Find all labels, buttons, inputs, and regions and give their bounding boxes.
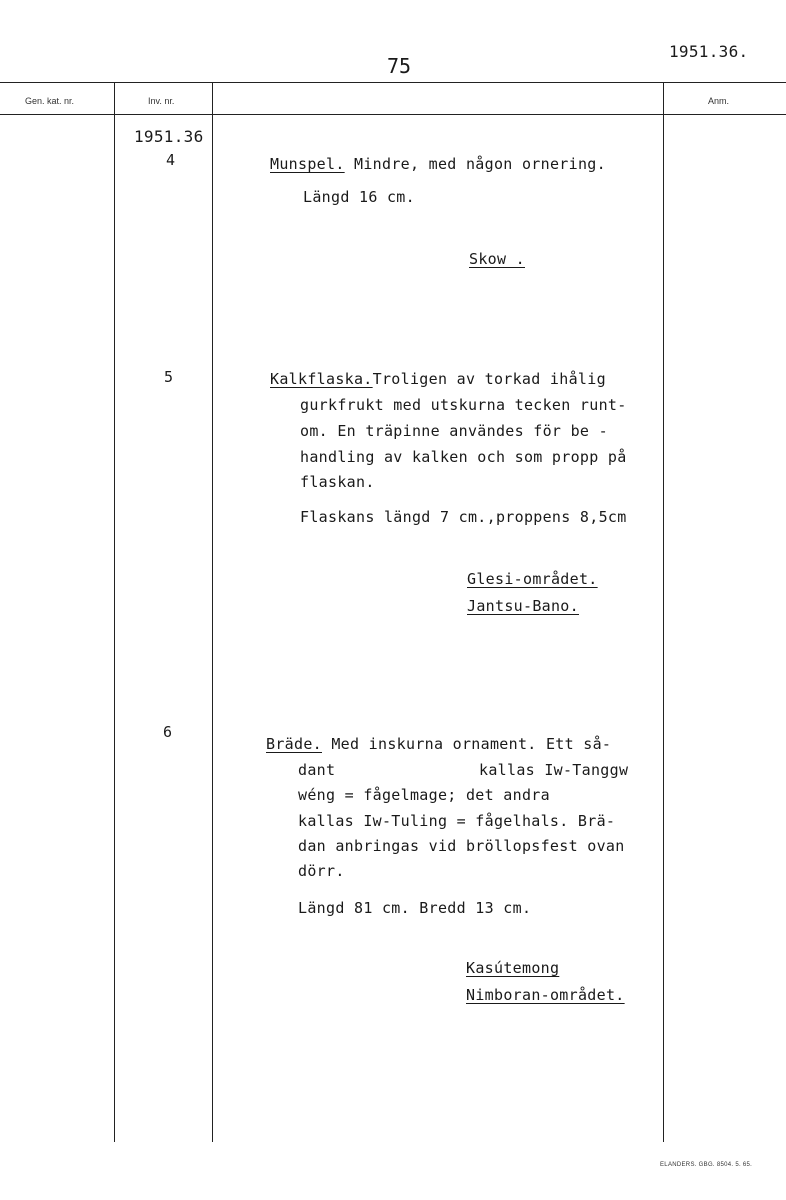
entry-5-line-2: gurkfrukt med utskurna tecken runt- [300, 396, 627, 414]
entry-5-title: Kalkflaska. [270, 370, 373, 388]
entry-6-place: Nimboran-området. [466, 986, 625, 1004]
entry-6-collector: Kasútemong [466, 959, 560, 977]
entry-5-line-1 [270, 370, 606, 388]
entry-4-collector: Skow . [469, 250, 525, 268]
entry-5-line-4: handling av kalken och som propp på [300, 448, 627, 466]
header-rule-bottom [0, 114, 786, 115]
entry-6-line-6: dörr. [298, 862, 345, 880]
entry-6-line-2b: kallas Iw-Tanggw [479, 761, 629, 779]
entry-4-line-1 [270, 155, 606, 173]
entry-6-title: Bräde. [266, 735, 322, 753]
column-divider-3 [663, 82, 664, 1142]
entry-5-measure: Flaskans längd 7 cm.,proppens 8,5cm [300, 508, 627, 526]
page-number: 75 [387, 54, 412, 78]
entry-6-measure: Längd 81 cm. Bredd 13 cm. [298, 899, 532, 917]
entry-4-number: 4 [166, 151, 176, 169]
entry-6-line-1 [266, 735, 611, 753]
collection-number: 1951.36 [134, 127, 204, 146]
entry-6-line-4: kallas Iw-Tuling = fågelhals. Brä- [298, 812, 616, 830]
entry-5-number: 5 [164, 368, 174, 386]
year-reference: 1951.36. [669, 42, 749, 61]
column-header-inv-nr: Inv. nr. [148, 96, 175, 106]
entry-5-place-2: Jantsu-Bano. [467, 597, 579, 615]
entry-6-description: Med inskurna ornament. Ett så- [331, 735, 612, 753]
entry-6-number: 6 [163, 723, 173, 741]
entry-5-line-5: flaskan. [300, 473, 375, 491]
entry-6-line-3: wéng = fågelmage; det andra [298, 786, 550, 804]
entry-4-description: Mindre, med någon ornering. [354, 155, 606, 173]
entry-5-line-3: om. En träpinne användes för be - [300, 422, 608, 440]
entry-5-place-1: Glesi-området. [467, 570, 598, 588]
entry-4-title: Munspel. [270, 155, 345, 173]
entry-5-description: Troligen av torkad ihålig [372, 370, 606, 388]
header-rule-top [0, 82, 786, 83]
entry-4-measure: Längd 16 cm. [303, 188, 415, 206]
printer-imprint: ELANDERS. GBG. 8504. 5. 65. [660, 1162, 753, 1168]
entry-6-line-2a: dant [298, 761, 336, 779]
column-header-anm: Anm. [708, 96, 730, 106]
column-divider-1 [114, 82, 115, 1142]
column-divider-2 [212, 82, 213, 1142]
entry-6-line-5: dan anbringas vid bröllopsfest ovan [298, 837, 625, 855]
column-header-gen-kat-nr: Gen. kat. nr. [25, 96, 75, 106]
